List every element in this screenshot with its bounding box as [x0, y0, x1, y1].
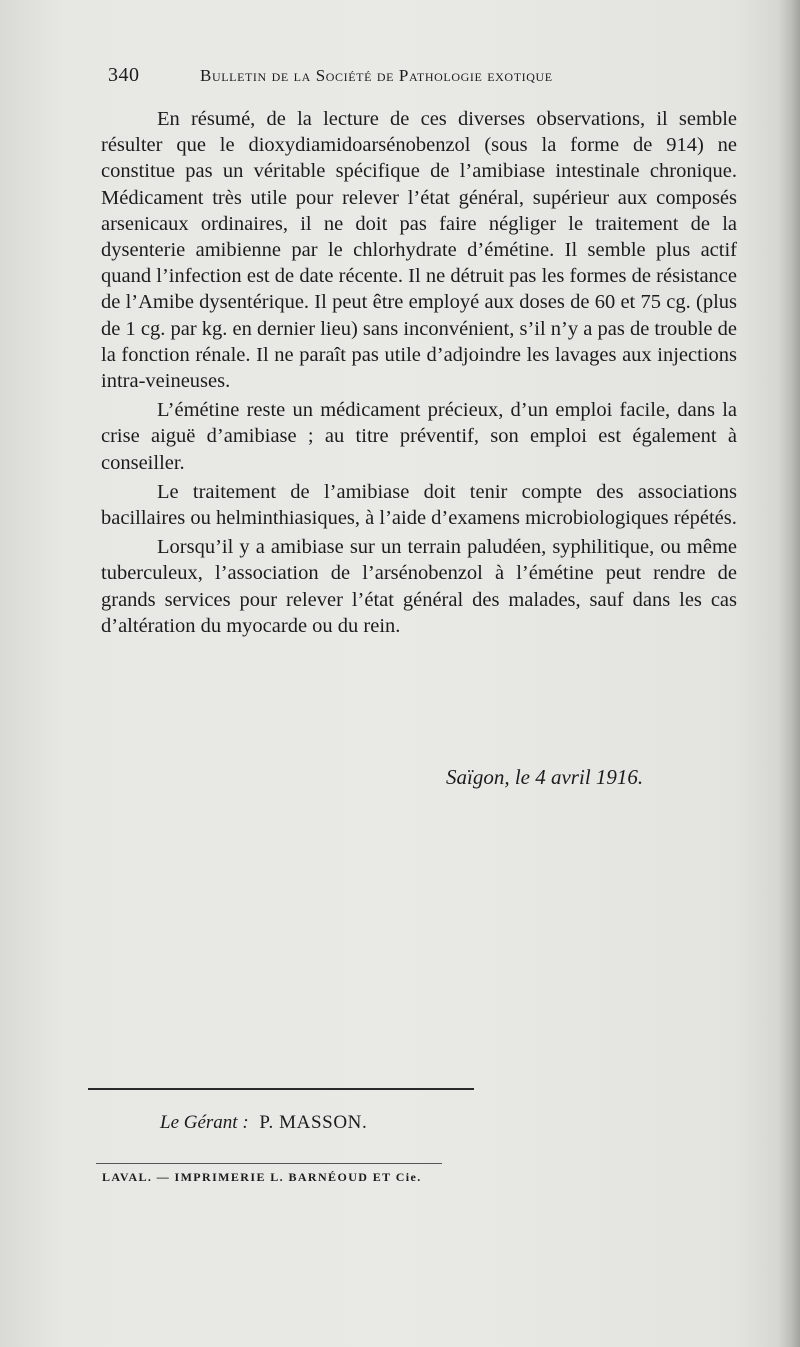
gerant-label: Le Gérant :: [160, 1112, 249, 1133]
gerant-line: [160, 1112, 367, 1134]
paragraph-arsenobenzol: Lorsqu’il y a amibiase sur un terrain paludéen, syphilitique, ou même tuberculeux, l’association de l’arsénobenzol à l’émétine peut rendre de grands services pour relever l’état général des malades, sauf dans les cas d’altération du myocarde ou du rein.: [101, 536, 737, 637]
paragraph-associations: Le traitement de l’amibiase doit tenir compte des associations bacillaires ou helminthiasiques, à l’aide d’examens microbiologiques répétés.: [101, 480, 737, 530]
page-number: 340: [108, 64, 140, 86]
running-title: Bulletin de la Société de Pathologie exotique: [200, 66, 553, 85]
footer-rule: [88, 1088, 474, 1090]
body-text: [101, 106, 737, 642]
imprint-rule: [96, 1163, 442, 1164]
printer-imprint: LAVAL. — IMPRIMERIE L. BARNÉOUD ET Cie.: [102, 1170, 422, 1184]
place-date-signoff: Saïgon, le 4 avril 1916.: [446, 765, 644, 789]
paragraph-emetine: L’émétine reste un médicament précieux, d’un emploi facile, dans la crise aiguë d’amibiase ; au titre préventif, son emploi est également à conseiller.: [101, 399, 737, 474]
gerant-name: P. MASSON.: [259, 1112, 368, 1133]
page-header: [108, 64, 668, 94]
paragraph-summary: En résumé, de la lecture de ces diverses observations, il semble résulter que le dioxydiamidoarsénobenzol (sous la forme de 914) ne constitue pas un véritable spécifique de l’amibiase intestinale chronique. Médicament très utile pour relever l’état général, supérieur aux composés arsenicaux ordinaires, il ne doit pas faire négliger le traitement de la dysenterie amibienne par le chlorhydrate d’émétine. Il semble plus actif quand l’infection est de date récente. Il ne détruit pas les formes de résistance de l’Amibe dysentérique. Il peut être employé aux doses de 60 et 75 cg. (plus de 1 cg. par kg. en dernier lieu) sans inconvénient, s’il n’y a pas de trouble de la fonction rénale. Il ne paraît pas utile d’adjoindre les lavages aux injections intra-veineuses.: [101, 108, 737, 393]
page-spine-shadow: [778, 0, 800, 1347]
